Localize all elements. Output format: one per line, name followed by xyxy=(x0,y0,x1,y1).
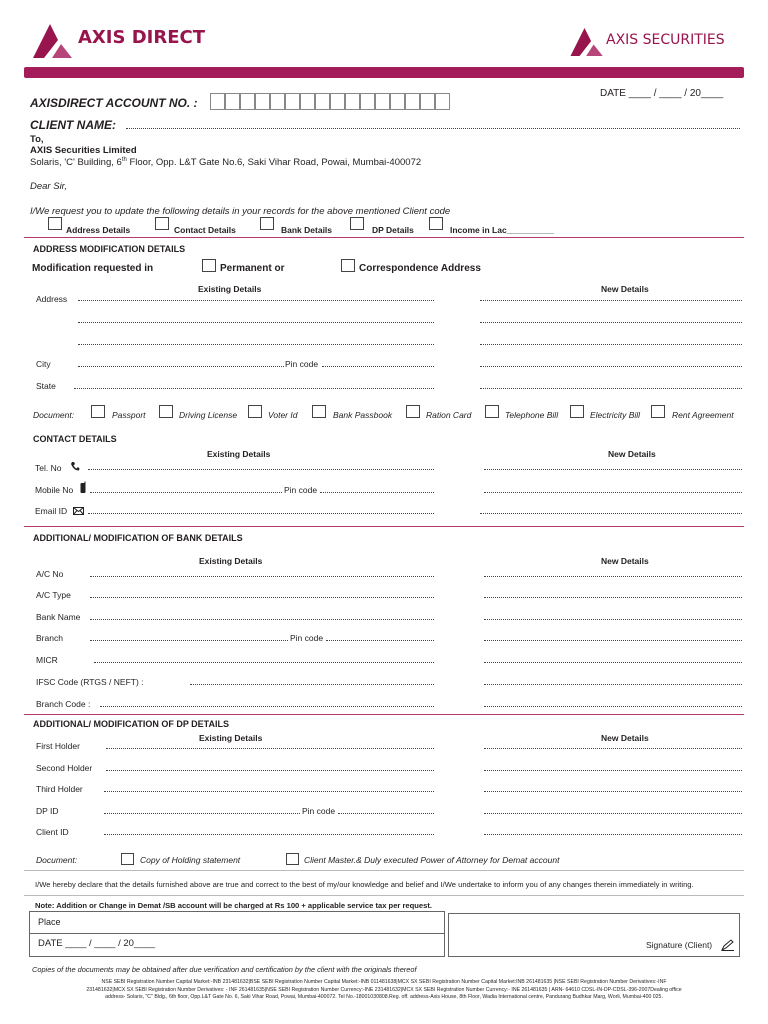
doc-option: Rent Agreement xyxy=(672,410,734,420)
existing-details-header: Existing Details xyxy=(207,449,271,459)
divider xyxy=(24,714,744,715)
existing-dp-id-field[interactable] xyxy=(104,813,300,814)
place-date-box xyxy=(29,911,445,957)
option-label: Income in Lac__________ xyxy=(450,225,554,235)
new-address-line-3[interactable] xyxy=(480,344,742,345)
new-ifsc-field[interactable] xyxy=(484,684,742,685)
new-email-field[interactable] xyxy=(480,513,742,514)
existing-ac-no-field[interactable] xyxy=(90,576,434,577)
phone-icon xyxy=(70,461,80,472)
copies-note: Copies of the documents may be obtained after due verification and certification by the client with the originals thereof xyxy=(32,965,417,974)
ifsc-label: IFSC Code (RTGS / NEFT) : xyxy=(36,677,144,687)
ac-no-label: A/C No xyxy=(36,569,64,579)
account-digit-box[interactable] xyxy=(420,93,435,110)
email-label: Email ID xyxy=(35,506,68,516)
option-label: DP Details xyxy=(372,225,414,235)
divider xyxy=(24,895,744,896)
client-id-label: Client ID xyxy=(36,827,69,837)
existing-ac-type-field[interactable] xyxy=(90,597,434,598)
pincode-label: Pin code xyxy=(302,806,336,816)
account-digit-box[interactable] xyxy=(435,93,450,110)
state-label: State xyxy=(36,381,56,391)
holding-statement-checkbox[interactable] xyxy=(121,853,134,865)
existing-state-field[interactable] xyxy=(74,388,434,389)
divider xyxy=(24,526,744,527)
new-branch-field[interactable] xyxy=(484,640,742,641)
new-details-header: New Details xyxy=(601,556,649,566)
account-digit-box[interactable] xyxy=(285,93,300,110)
existing-address-line-3[interactable] xyxy=(78,344,434,345)
micr-label: MICR xyxy=(36,655,58,665)
bank-passbook-checkbox[interactable] xyxy=(312,405,326,418)
existing-pincode-field[interactable] xyxy=(322,366,434,367)
bank-section-title: ADDITIONAL/ MODIFICATION OF BANK DETAILS xyxy=(33,533,243,543)
account-digit-box[interactable] xyxy=(270,93,285,110)
account-digit-box[interactable] xyxy=(210,93,225,110)
account-digit-box[interactable] xyxy=(360,93,375,110)
existing-email-field[interactable] xyxy=(88,513,434,514)
existing-address-line-2[interactable] xyxy=(78,322,434,323)
passport-checkbox[interactable] xyxy=(91,405,105,418)
doc-option: Passport xyxy=(112,410,146,420)
existing-mobile-pin-field[interactable] xyxy=(320,492,434,493)
electricity-bill-checkbox[interactable] xyxy=(570,405,584,418)
existing-second-holder-field[interactable] xyxy=(106,770,434,771)
doc-option: Bank Passbook xyxy=(333,410,393,420)
company-name: AXIS Securities Limited xyxy=(30,145,137,156)
ration-card-checkbox[interactable] xyxy=(406,405,420,418)
existing-details-header: Existing Details xyxy=(198,284,262,294)
company-address: Solaris, 'C' Building, 6th Floor, Opp. L&T Gate No.6, Saki Vihar Road, Powai, Mumbai-400072 xyxy=(30,157,422,169)
doc-option: Voter Id xyxy=(268,410,298,420)
account-digit-box[interactable] xyxy=(390,93,405,110)
existing-tel-field[interactable] xyxy=(88,469,434,470)
signature-label: Signature (Client) xyxy=(646,940,713,950)
divider xyxy=(24,237,744,238)
address-label: Address xyxy=(36,294,68,304)
existing-details-header: Existing Details xyxy=(199,733,263,743)
doc-option: Driving License xyxy=(179,410,238,420)
left-logo-text: AXIS DIRECT xyxy=(78,27,206,48)
new-micr-field[interactable] xyxy=(484,662,742,663)
client-master-checkbox[interactable] xyxy=(286,853,299,865)
note-text: Note: Addition or Change in Demat /SB account will be charged at Rs 100 + applicable service tax per request. xyxy=(35,901,433,910)
sign-date-label: DATE ____ / ____ / 20____ xyxy=(38,938,156,949)
city-label: City xyxy=(36,359,51,369)
header-date: DATE ____ / ____ / 20____ xyxy=(600,88,724,99)
doc-option: Ration Card xyxy=(426,410,472,420)
address-section-title: ADDRESS MODIFICATION DETAILS xyxy=(33,244,186,254)
right-logo-text: AXIS SECURITIES xyxy=(606,32,725,48)
new-ac-no-field[interactable] xyxy=(484,576,742,577)
to-label: To, xyxy=(30,134,44,145)
doc-option: Client Master.& Duly executed Power of Attorney for Demat account xyxy=(304,855,560,865)
account-digit-box[interactable] xyxy=(375,93,390,110)
new-state-field[interactable] xyxy=(480,388,742,389)
new-branch-code-field[interactable] xyxy=(484,706,742,707)
account-digit-box[interactable] xyxy=(300,93,315,110)
existing-branch-code-field[interactable] xyxy=(100,706,434,707)
account-digit-box[interactable] xyxy=(255,93,270,110)
existing-mobile-field[interactable] xyxy=(90,492,282,493)
header-bar xyxy=(24,67,744,78)
existing-city-field[interactable] xyxy=(78,366,284,367)
client-name-field[interactable] xyxy=(126,128,740,129)
option-label: Address Details xyxy=(66,225,131,235)
new-details-header: New Details xyxy=(601,284,649,294)
new-second-holder-field[interactable] xyxy=(484,770,742,771)
registration-footer xyxy=(24,979,744,1002)
ac-type-label: A/C Type xyxy=(36,590,71,600)
client-name-label: CLIENT NAME: xyxy=(30,118,116,132)
axis-triangle-icon xyxy=(568,26,606,58)
third-holder-label: Third Holder xyxy=(36,784,83,794)
existing-address-line-1[interactable] xyxy=(78,300,434,301)
existing-first-holder-field[interactable] xyxy=(106,748,434,749)
dp-id-label: DP ID xyxy=(36,806,59,816)
voter-id-checkbox[interactable] xyxy=(248,405,262,418)
option-label: Bank Details xyxy=(281,225,333,235)
new-first-holder-field[interactable] xyxy=(484,748,742,749)
request-text: I/We request you to update the following details in your records for the above mentioned Client code xyxy=(30,206,451,217)
contact-section-title: CONTACT DETAILS xyxy=(33,434,117,444)
pincode-label: Pin code xyxy=(285,359,319,369)
existing-details-header: Existing Details xyxy=(199,556,263,566)
salutation: Dear Sir, xyxy=(30,181,67,192)
new-tel-field[interactable] xyxy=(484,469,742,470)
new-mobile-field[interactable] xyxy=(484,492,742,493)
new-details-header: New Details xyxy=(608,449,656,459)
document-label: Document: xyxy=(33,410,75,420)
existing-dp-pin-field[interactable] xyxy=(338,813,434,814)
account-digit-box[interactable] xyxy=(240,93,255,110)
existing-bank-name-field[interactable] xyxy=(90,619,434,620)
bank-details-checkbox[interactable] xyxy=(260,217,274,230)
account-digit-box[interactable] xyxy=(315,93,330,110)
existing-ifsc-field[interactable] xyxy=(190,684,434,685)
bank-name-label: Bank Name xyxy=(36,612,81,622)
second-holder-label: Second Holder xyxy=(36,763,93,773)
new-third-holder-field[interactable] xyxy=(484,791,742,792)
mobile-label: Mobile No xyxy=(35,485,74,495)
dp-section-title: ADDITIONAL/ MODIFICATION OF DP DETAILS xyxy=(33,719,229,729)
envelope-icon xyxy=(73,507,84,515)
divider xyxy=(24,870,744,871)
account-digit-box[interactable] xyxy=(330,93,345,110)
pincode-label: Pin code xyxy=(284,485,318,495)
correspondence-checkbox[interactable] xyxy=(341,259,355,272)
doc-option: Electricity Bill xyxy=(590,410,641,420)
income-checkbox[interactable] xyxy=(429,217,443,230)
option-label: Contact Details xyxy=(174,225,236,235)
branch-code-label: Branch Code : xyxy=(36,699,91,709)
new-details-header: New Details xyxy=(601,733,649,743)
account-digit-box[interactable] xyxy=(225,93,240,110)
account-no-label: AXISDIRECT ACCOUNT NO. : xyxy=(30,96,198,110)
doc-option: Copy of Holding statement xyxy=(140,855,241,865)
axis-triangle-icon xyxy=(30,22,76,60)
existing-client-id-field[interactable] xyxy=(104,834,434,835)
modification-label: Modification requested in xyxy=(32,263,154,274)
existing-micr-field[interactable] xyxy=(94,662,434,663)
signature-box[interactable] xyxy=(448,913,740,957)
registration-line: NSE SEBI Registration Number Capital Market:-INB 231481632|BSE SEBI Registration Number Capital Market:-INB 011481638|MCX SX SEBI Registration Number Capital Market:INB 261481635 |NSE SEBI Registration Number Derivatives:-INF xyxy=(101,979,667,985)
correspondence-label: Correspondence Address xyxy=(359,263,481,274)
new-address-line-2[interactable] xyxy=(480,322,742,323)
new-city-field[interactable] xyxy=(480,366,742,367)
axis-direct-logo xyxy=(30,22,220,62)
new-client-id-field[interactable] xyxy=(484,834,742,835)
permanent-label: Permanent or xyxy=(220,263,285,274)
pincode-label: Pin code xyxy=(290,633,324,643)
registration-line: address- Solaris, "C" Bldg., 6th floor, Opp.L&T Gate No. 6, Saki Vihar Road, Powai, Mumbai-400072. Tel No.-18001030808.Reg. off. address-Axis House, 8th Floor, Wadia International centre, Pandurang Budhkar Marg, Worli, Mumbai-400 025. xyxy=(105,994,663,1000)
new-dp-id-field[interactable] xyxy=(484,813,742,814)
branch-label: Branch xyxy=(36,633,63,643)
account-digit-box[interactable] xyxy=(345,93,360,110)
rent-agreement-checkbox[interactable] xyxy=(651,405,665,418)
dp-details-checkbox[interactable] xyxy=(350,217,364,230)
new-address-line-1[interactable] xyxy=(480,300,742,301)
telephone-bill-checkbox[interactable] xyxy=(485,405,499,418)
existing-branch-pin-field[interactable] xyxy=(326,640,434,641)
existing-branch-field[interactable] xyxy=(90,640,288,641)
existing-third-holder-field[interactable] xyxy=(104,791,434,792)
contact-details-checkbox[interactable] xyxy=(155,217,169,230)
new-bank-name-field[interactable] xyxy=(484,619,742,620)
axis-securities-logo xyxy=(568,26,748,62)
document-label: Document: xyxy=(36,855,78,865)
account-digit-box[interactable] xyxy=(405,93,420,110)
address-details-checkbox[interactable] xyxy=(48,217,62,230)
pen-icon xyxy=(721,939,735,951)
permanent-checkbox[interactable] xyxy=(202,259,216,272)
doc-option: Telephone Bill xyxy=(505,410,559,420)
declaration-text: I/We hereby declare that the details furnished above are true and correct to the best of my/our knowledge and belief and I/We undertake to inform you of any changes therein immediately in writing. xyxy=(35,880,694,889)
new-ac-type-field[interactable] xyxy=(484,597,742,598)
driving-license-checkbox[interactable] xyxy=(159,405,173,418)
tel-label: Tel. No xyxy=(35,463,62,473)
registration-line: 231481632|MCX SX SEBI Registration Number Derivatives: - INF 261481635|NSE SEBI Registration Number Currency:-INE 231481632|MCX SX SEBI Registration Number Currency:- INE 261481635 | ARN- 64610 CDSL-IN-DP-CDSL-396-2007Dealing office xyxy=(86,986,682,993)
mobile-icon xyxy=(79,481,88,494)
first-holder-label: First Holder xyxy=(36,741,80,751)
place-label: Place xyxy=(38,917,61,927)
